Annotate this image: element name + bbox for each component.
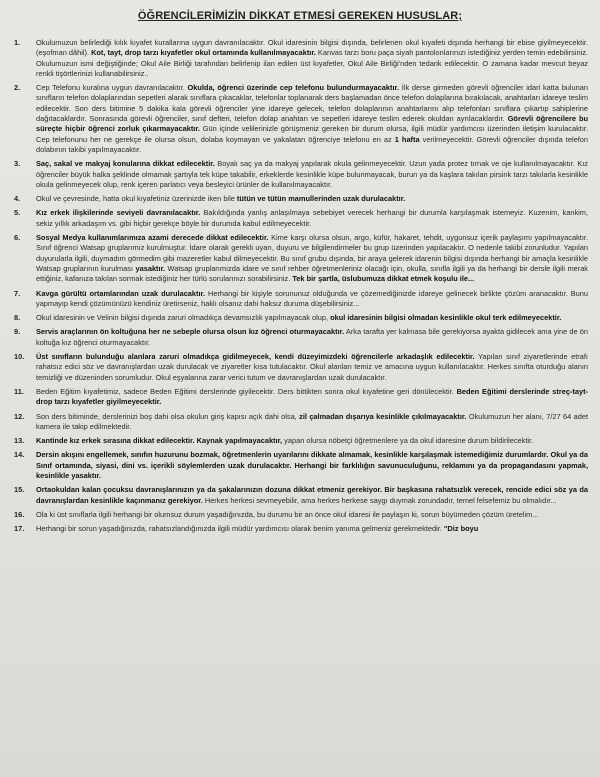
rule-text-bold: okul idaresinin bilgisi olmadan kesinlikle okul terk edilmeyecektir. <box>330 313 562 323</box>
rule-text: Gün içinde velilerinizle görüşmeniz gereken bir durum olursa, ilgili müdür yardımcısı üzerinden iletişim kurulacaktır. Cep telefonunu her ne gerekçe ile olursa olsun, dolaba koymayan ve yakalatan öğrenciye telefonu en az <box>36 124 588 144</box>
rule-number: 13. <box>14 436 25 446</box>
rule-number: 14. <box>14 450 25 460</box>
rule-number: 4. <box>14 194 21 204</box>
rule-text: yapan olursa nöbetçi öğretmenlere ya da okul idaresine durum bildirilecektir. <box>282 436 534 446</box>
rule-text-bold: Saç, sakal ve makyaj konularına dikkat edilecektir. <box>36 159 215 169</box>
rule-text: Beden Eğitim kıyafetimiz, sadece Beden Eğitimi derslerinde giyilecektir. Ders bittikten sonra okul kıyafetine geri dönülecektir. <box>36 386 457 396</box>
rule-text-bold: "Diz boyu <box>443 524 479 534</box>
rule-number: 17. <box>14 524 25 534</box>
rule-number: 1. <box>14 38 21 47</box>
rule-text: Cep Telefonu kuralına uygun davranılacaktır. <box>36 83 188 93</box>
rule-text: Watsap gruplarımızda idare ve sınıf rehber öğretmenleriniz olacağı için, okulla, sınıfla ilgili ya da herhangi bir dersle ilgili merak ettiğiniz, kafanıza takılan sormak istediğiniz her türlü sorularınızı sorabilirsiniz. <box>36 263 588 284</box>
rule-text: İlk derse girmeden görevli öğrenciler idari katta bulunan sınıfların telefon dolaplarından sepetleri alarak sınıflara çıkacaklar, telefonlar toplanarak ders başlamadan önce telefon dolaplarına bırakılacak, anahtarları idareye teslim edilecektir. Son ders bitimine 5 dakika kala görevli öğrenciler yine idareye gelecek, telefon dolaplarının anahtarlarını alıp telefonları sınıflara çıkartıp sahiplerine dağıtacaklardır. Sonrasında görevli öğrenciler, sınıf defteri, telefon dolap anahtarı ve sepetleri idareye teslim ederek okuldan ayrılacaklardır. <box>36 83 588 124</box>
rule-text-bold: Beden Eğitimi derslerinde streç-tayt-drop tarzı kıyafetler giyilmeyecektir. <box>36 386 588 407</box>
rule-number: 3. <box>14 159 21 169</box>
rule-text: Kanvas tarzı boru paça siyah pantolonlarınızı istediğiniz yerden temin edebilirsiniz. Okulumuzun ismi değiştiğinde; Okul Aile Birliği tarafından belirlenip ilan edilen üst kıyafetler, Okul Aile Birliği'nden tedarik edilecektir. O zamana kadar mevcut beyaz renkli tişörtlerinizi kullanabilirsiniz.. <box>36 48 588 78</box>
rule-text: Arka tarafta yer kalmasa bile gerekiyorsa ayakta gidilecek ama yine de ön koltuğa kız öğrenci oturmayacaktır. <box>36 327 588 347</box>
rule-item <box>14 387 588 408</box>
rule-text: Herhangi bir sorun yaşadığınızda, rahatsızlandığınızda ilgili müdür yardımcısı olarak benim yanıma gelmeniz gerekmektedir. <box>36 524 444 534</box>
rule-text-bold: Sosyal Medya kullanımlarımıza azami derecede dikkat edilecektir. <box>36 233 269 243</box>
rule-text-bold: Okulda, öğrenci üzerinde cep telefonu bulundurmayacaktır. <box>187 83 400 93</box>
page-title: ÖĞRENCİLERİMİZİN DİKKAT ETMESİ GEREKEN HUSUSLAR; <box>137 10 463 22</box>
rule-number: 2. <box>14 83 21 93</box>
rule-text-bold: Kantinde kız erkek sırasına dikkat edilecektir. <box>36 436 195 446</box>
rule-item <box>14 159 588 190</box>
rule-text: Bakıldığında yanlış anlaşılmaya sebebiyet verecek herhangi bir durumla karşılaşmak istemeyiz. Kuzenim, kankim, sekiz yıllık arkadaşım vs. gibi hiçbir gerekçe böyle bir durumda kabul edilmeyecektir. <box>36 208 588 228</box>
rule-number: 8. <box>14 313 21 323</box>
rule-text: verilmeyecektir. Görevli öğrenciler dışında telefon dolabının takibi yapılmayacaktır. <box>36 134 588 154</box>
rule-text-bold: Üst sınıfların bulunduğu alanlara zaruri olmadıkça gidilmeyecek, kendi düzeyimizdeki öğrencilerle arkadaşlık edilecektir. <box>36 352 475 362</box>
rule-number: 9. <box>14 327 21 337</box>
rule-text: Okulumuzun her alanı, 7/27 64 adet kamera ile takip edilmektedir. <box>36 411 588 431</box>
rule-item <box>14 450 588 481</box>
rule-text-bold: tütün ve tütün mamullerinden uzak durulacaktır. <box>236 194 406 204</box>
rule-text-bold: 1 hafta <box>394 134 420 144</box>
rule-text: Son ders bitiminde, derslerinizi boş dahi olsa okulun giriş kapısı açık dahi olsa, <box>36 411 300 421</box>
rule-number: 11. <box>14 386 24 396</box>
rule-text-bold: Görevli öğrencilere bu süreçte hiçbir öğrenci zorluk çıkarmayacaktır. <box>36 114 588 134</box>
rule-number: 15. <box>14 485 25 495</box>
rule-number: 16. <box>14 509 25 519</box>
rule-text-bold: yasaktır. <box>135 263 166 273</box>
rule-number: 7. <box>14 288 21 298</box>
rule-text: Okulumuzun belirlediği kılık kıyafet kurallarına uygun davranılacaktır. Okul idaresinin bilgisi dışında, belirlenen okul kıyafeti dışında herhangi bir ebise giyilmeyecektir.(eşofman dâhil). <box>36 38 588 58</box>
rule-number: 5. <box>14 208 21 218</box>
rule-text-bold: zil çalmadan dışarıya kesinlikle çıkılmayacaktır. <box>299 411 467 421</box>
rule-item <box>14 83 588 155</box>
rule-number: 6. <box>14 233 21 243</box>
rule-number: 12. <box>14 411 25 421</box>
rule-text: Yapılan sınıf ziyaretlerinde etrafı rahatsız edici söz ve davranışlardan uzak durulacak ve ziyaretler kısa tutulacaktır. Okul alanları temiz ve amacına uygun kullanılacaktır. Herkes sınıfta oturduğu alanın temizliği ve düzeninden sorumludur. Okul eşyalarına zarar verici tutum ve davranışlardan uzak durulacaktır. <box>36 352 588 382</box>
rules-list <box>14 38 588 538</box>
rule-text: Ola ki üst sınıflarla ilgili herhangi bir olumsuz durum yaşadığınızda, bu durumu bir an önce okul idaresi ile paylaşın ki, sorun büyümeden çözüm üretelim... <box>36 509 539 519</box>
rule-item <box>14 194 588 204</box>
rule-text-bold: Servis araçlarının ön koltuğuna her ne sebeple olursa olsun kız öğrenci oturmayacaktır. <box>36 327 345 337</box>
rule-text: Okul ve çevresinde, hatta okul kıyafetiniz üzerinizde iken bile <box>36 194 237 204</box>
rule-item <box>14 352 588 383</box>
rule-item <box>14 313 588 323</box>
rule-item <box>14 524 588 534</box>
rule-item <box>14 485 588 506</box>
rule-text-bold: Kaynak yapılmayacaktır, <box>196 436 283 446</box>
rule-item <box>14 208 588 229</box>
rule-item <box>14 510 588 520</box>
rule-text-bold: Kız erkek ilişkilerinde seviyeli davranılacaktır. <box>36 208 201 218</box>
rule-text-bold: Herhangi bir farklılığın savunuculuğunu, reklamını ya da propagandasını yapmak, kesinlikle yasaktır. <box>36 460 588 480</box>
rule-item <box>14 289 588 310</box>
rule-item <box>14 412 588 433</box>
rule-text: Boyalı saç ya da makyaj yapılarak okula gelinmeyecektir. Uzun yada protez tırnak ve oje kullanılmayacaktır. Kız öğrenciler büyük halka şeklinde olmamak şartıyla tek küpe takabilir, erkeklerde kesinlikle küpe bulunmayacak, burun ya da kaşlara takılan pirsink tarzı takılarla kesinlikle okula gelinmeyecek olup, renk içeren parlatıcı veya besleyici ürünler de kullanılmayacaktır. <box>36 159 589 189</box>
rule-text-bold: Dersin akışını engellemek, sınıfın huzurunu bozmak, öğretmenlerin uyarılarını dikkate almamak, kesinlikle karşılaşmak istemediğimiz durumlardır. Okul ya da Sınıf ortamında, siyasi, dini vs. içerikli söylemlerden uzak durulacaktır. <box>36 450 588 470</box>
rule-text-bold: Tek bir şartla, üslubumuza dikkat etmek koşulu ile... <box>292 274 475 284</box>
rule-text: Herkes herkesi sevmeyebilir, ama herkes herkese saygı duymak zorundadır, temel felsefemiz bu olmalıdır... <box>202 495 557 505</box>
rule-text: Okul idaresinin ve Velinin bilgisi dışında zaruri olmadıkça devamsızlık yapılmayacak olup, <box>36 313 331 323</box>
rule-number: 10. <box>14 352 25 362</box>
rule-text: Herhangi bir kişiyle sorununuz olduğunda ve çözemediğinizde idareye gelinecek birlikte çözüm aranacaktır. Bunu yapmayıp kendi çözümünüzü kendiniz üretirseniz, haklı olsanız dahi haksız duruma düşebilirsiniz... <box>36 288 588 308</box>
rule-text-bold: Ortaokuldan kalan çocuksu davranışlarınızın ya da şakalarınızın dozuna dikkat etmeniz gerekiyor. Bir başkasına rahatsızlık verecek, rencide edici söz ya da davranışlardan kesinlikle kaçınmanız gerekiyor. <box>36 485 588 505</box>
rule-item <box>14 233 588 284</box>
rule-text-bold: Kot, tayt, drop tarzı kıyafetler okul ortamında kullanılmayacaktır. <box>91 48 316 58</box>
rule-item <box>14 38 588 79</box>
rule-text: Kime karşı olursa olsun, argo, küfür, hakaret, tehdit, uygunsuz içerik paylaşımı yapılmayacaktır. Sınıf öğrenci Watsap gruplarımız kurulmuştur. İdare olarak gerekli uyarı, duyuru ve bilgilendirmeler bu grup üzerinden yapılacaktır. O nedenle takibi zorunludur. Yapılan duyurularla ilgili, duymadım görmedim gibi mazeretler kabul dilmeyecektir. Bu sınıf grubu dışında, bir araya gelerek idarenin bilgisi dışında herhangi bir amaçla kesinlikle Watsap gruplarının kurulması <box>36 233 588 273</box>
rule-item <box>14 436 588 446</box>
rule-item <box>14 327 588 348</box>
rule-text-bold: Kavga gürültü ortamlarından uzak durulacaktır. <box>36 288 206 298</box>
